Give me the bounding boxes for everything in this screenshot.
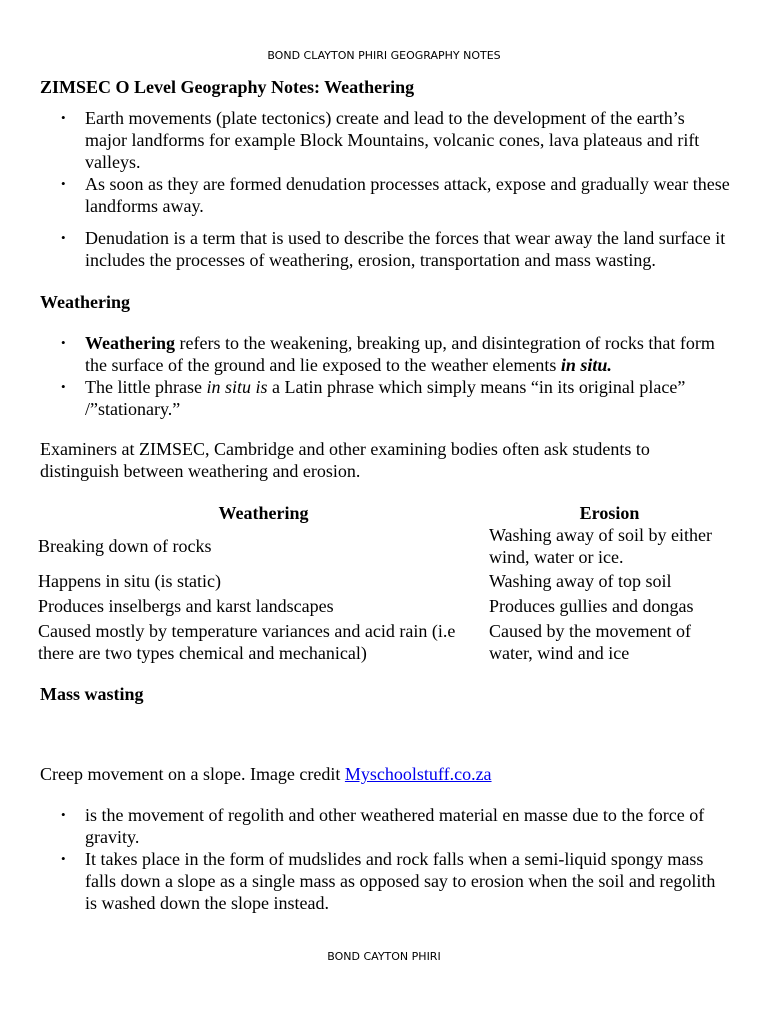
list-item	[85, 376, 730, 420]
table-header-weathering: Weathering	[218, 503, 309, 523]
table-row	[38, 592, 730, 617]
list-item	[85, 332, 730, 376]
list-item: • Denudation is a term that is used to describe the forces that wear away the land surface it includes the processes of weathering, erosion, transportation and mass wasting.	[85, 227, 730, 271]
document-body	[40, 75, 730, 914]
list-item: • As soon as they are formed denudation processes attack, expose and gradually wear these landforms away.	[85, 173, 730, 217]
emphasis-text: in situ is	[206, 377, 268, 397]
page-header: BOND CLAYTON PHIRI GEOGRAPHY NOTES	[267, 49, 501, 62]
image-credit-text: Creep movement on a slope. Image credit	[40, 764, 345, 784]
emphasis-text: in situ.	[560, 355, 612, 375]
list-item-text: The little phrase	[85, 377, 207, 397]
table-row	[38, 568, 730, 592]
table-cell: Produces gullies and dongas	[489, 596, 694, 616]
list-item-text: a Latin phrase which simply means “in its original place” /”stationary.”	[85, 377, 686, 419]
mass-wasting-heading: Mass wasting	[40, 684, 144, 704]
table-cell: Caused by the movement of water, wind and ice	[489, 621, 691, 663]
table-cell: Caused mostly by temperature variances and acid rain (i.e there are two types chemical and mechanical)	[38, 621, 456, 663]
table-header-row	[38, 502, 730, 524]
page-footer: BOND CAYTON PHIRI	[327, 950, 441, 963]
image-credit	[40, 763, 730, 785]
list-item: • It takes place in the form of mudslides and rock falls when a semi-liquid spongy mass falls down a slope as a single mass as opposed say to erosion when the soil and regolith is washed down the slope instead.	[85, 848, 730, 914]
list-item: • is the movement of regolith and other weathered material en masse due to the force of gravity.	[85, 804, 730, 848]
image-credit-link[interactable]: Myschoolstuff.co.za	[344, 764, 492, 784]
mass-wasting-list	[40, 804, 730, 914]
examiners-paragraph: Examiners at ZIMSEC, Cambridge and other examining bodies often ask students to distinguish between weathering and erosion.	[40, 439, 650, 481]
weathering-heading: Weathering	[40, 292, 130, 312]
table-row	[38, 524, 730, 568]
weathering-list	[40, 332, 730, 420]
list-item: • Earth movements (plate tectonics) create and lead to the development of the earth’s major landforms for example Block Mountains, volcanic cones, lava plateaus and rift valleys.	[85, 107, 730, 173]
bold-term: Weathering	[85, 333, 175, 353]
table-cell: Produces inselbergs and karst landscapes	[38, 596, 334, 616]
table-header-erosion: Erosion	[579, 503, 640, 523]
table-cell: Breaking down of rocks	[38, 536, 212, 556]
table-cell: Washing away of soil by either wind, water or ice.	[489, 525, 712, 567]
page-title: ZIMSEC O Level Geography Notes: Weathering	[40, 77, 415, 97]
table-cell: Happens in situ (is static)	[38, 571, 221, 591]
intro-list	[40, 107, 730, 271]
table-row	[38, 617, 730, 664]
table-cell: Washing away of top soil	[489, 571, 672, 591]
comparison-table	[38, 502, 730, 664]
list-item-text: refers to the weakening, breaking up, and disintegration of rocks that form the surface of the ground and lie exposed to the weather elements	[85, 333, 715, 375]
